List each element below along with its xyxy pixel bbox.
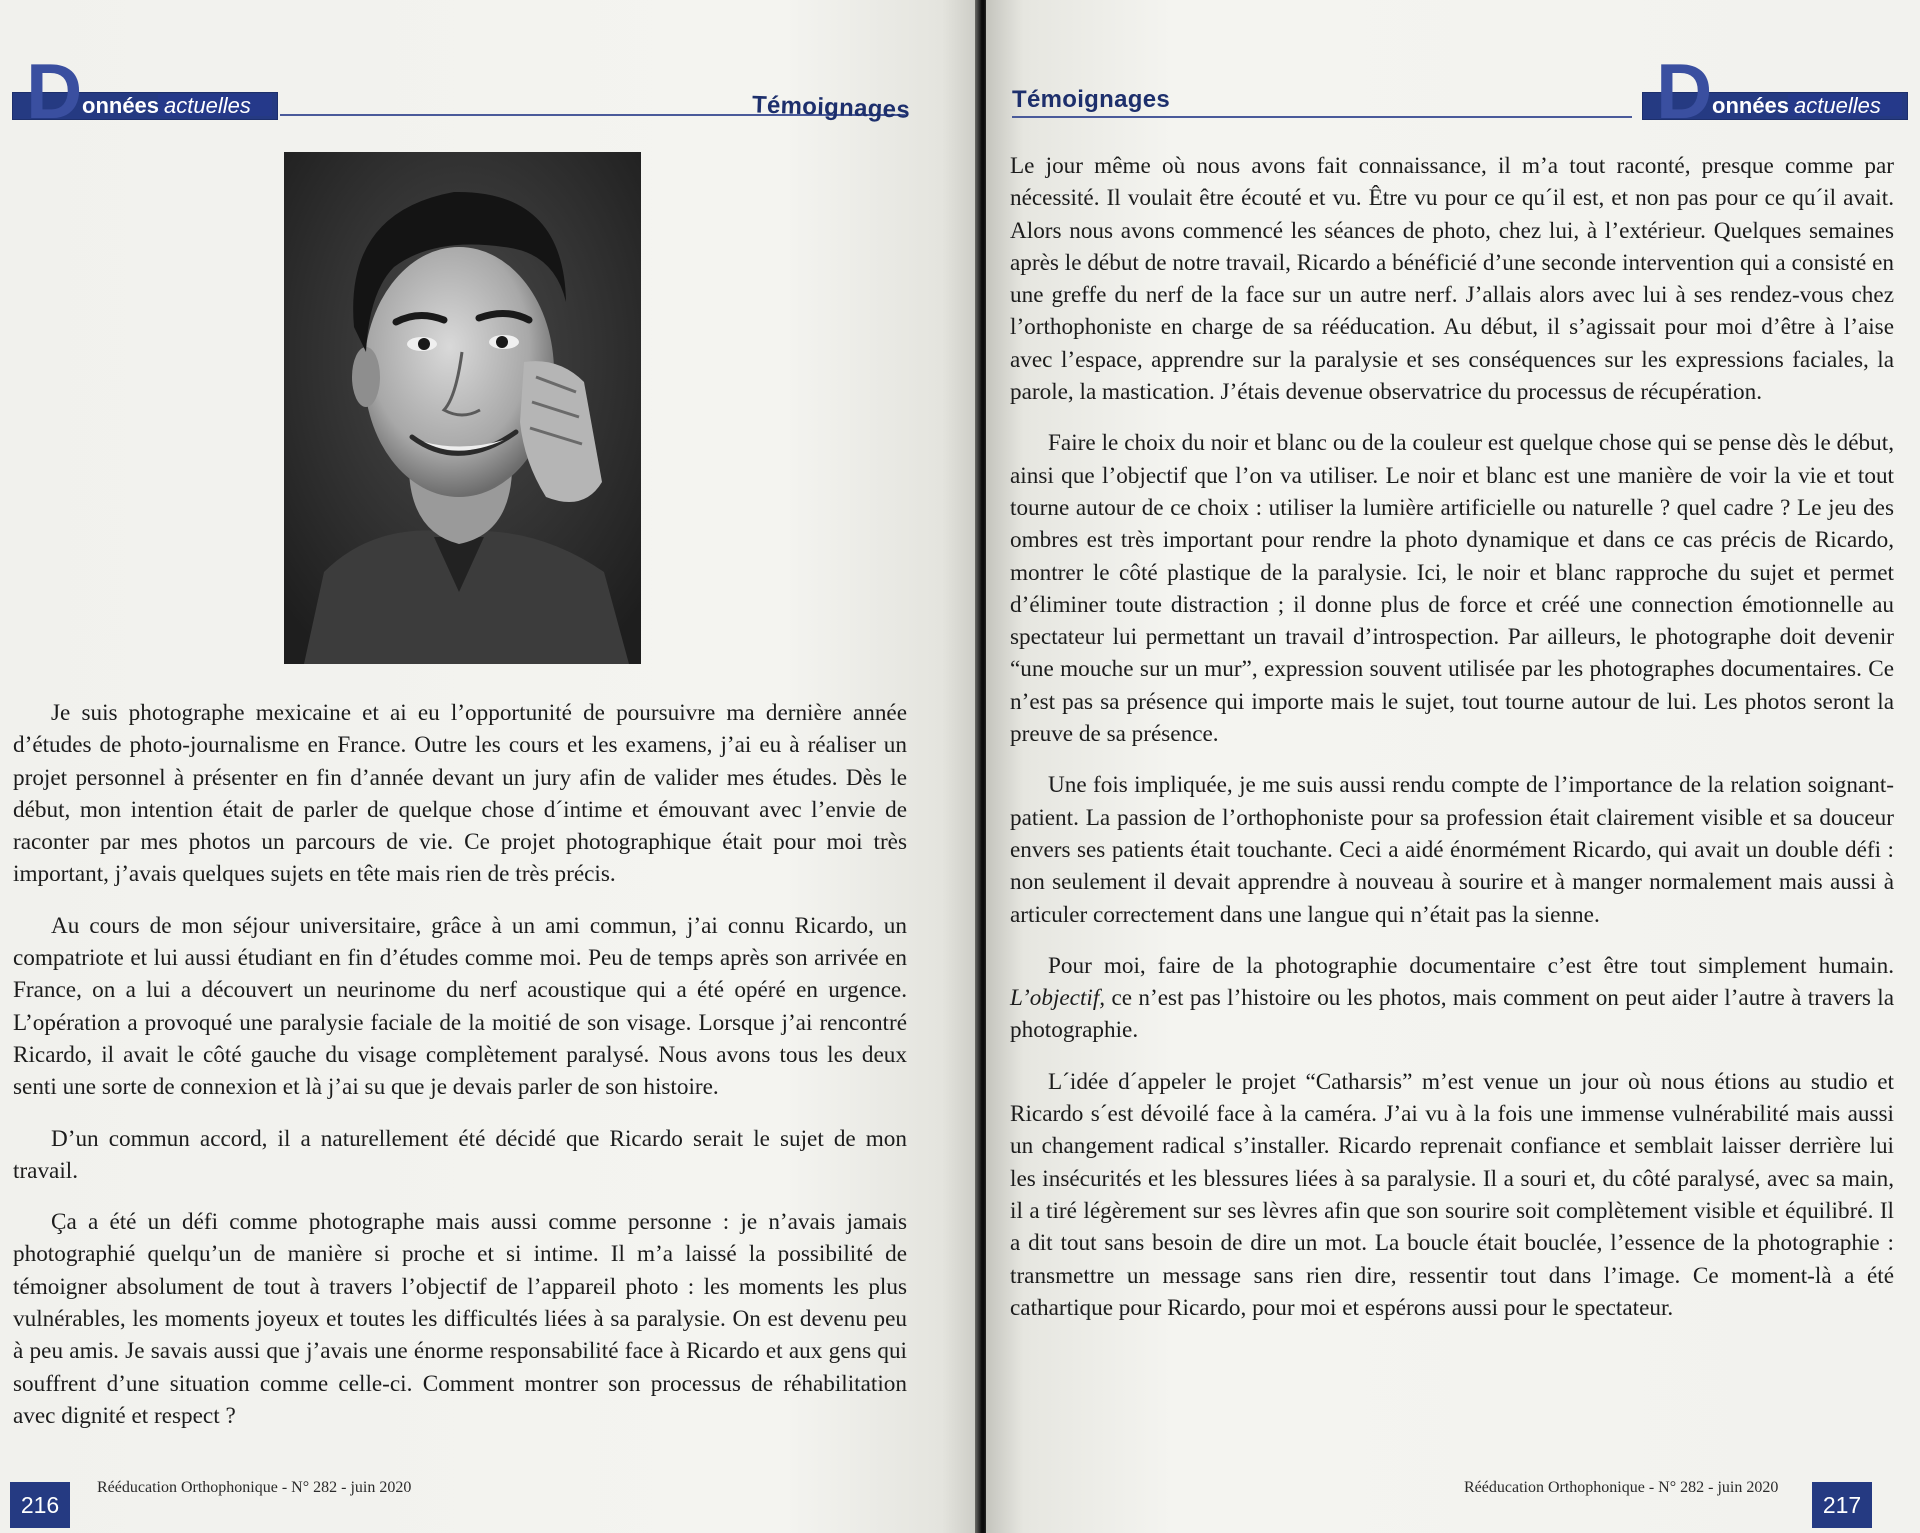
paragraph: Ça a été un défi comme photographe mais aussi comme personne : je n’avais jamais photographié quelqu’un de manière si proche et si intime. Il m’a laissé la possibilité de témoigner absolument de tout à travers l’objectif de l’appareil photo : les moments les plus vulnérables, les moments joyeux et toutes les difficultés liées à sa paralysie. On est devenu peu à peu amis. Je savais aussi que j’avais une énorme responsabilité face à Ricardo et aux gens qui souffrent d’une situation comme celle-ci. Comment montrer son processus de réhabilitation avec dignité et respect ? bbox=[13, 1209, 907, 1429]
portrait-illustration bbox=[284, 152, 641, 664]
paragraph: Au cours de mon séjour universitaire, grâce à un ami commun, j’ai connu Ricardo, un compatriote et lui aussi étudiant en fin d’études comme moi. Peu de temps après son arrivée en France, on a lui a découvert un neurinome du nerf acoustique qui a été opéré en urgence. L’opération a provoqué une paralysie faciale de la moitié de son visage. Lorsque j’ai rencontré Ricardo, il avait le côté gauche du visage complètement paralysé. Nous avons tous les deux senti une sorte de connexion et là j’ai su que je devais parler de son histoire. bbox=[13, 912, 907, 1101]
page-number: 217 bbox=[1812, 1482, 1872, 1528]
logo-word-donnees: onnées bbox=[1712, 93, 1790, 118]
italic-term: L’objectif, bbox=[1010, 985, 1106, 1012]
logo-initial: D bbox=[26, 47, 83, 135]
right-body-text bbox=[1010, 150, 1894, 1343]
section-title: Témoignages bbox=[751, 91, 911, 124]
paragraph: Une fois impliquée, je me suis aussi rendu compte de l’importance de la relation soignant-patient. La passion de l’orthophoniste pour sa profession était clairement visible et sa douceur envers ses patients était touchante. Ceci a aidé énormément Ricardo, qui avait un double défi : non seulement il devait apprendre à nouveau à sourire et à manger normalement mais aussi à articuler correctement dans une langue qui n’était pas la sienne. bbox=[1010, 772, 1894, 928]
paragraph: Le jour même où nous avons fait connaissance, il m’a tout raconté, presque comme par nécessité. Il voulait être écouté et vu. Être vu pour ce qu´il est, et non pas pour ce qu´il avait. Alors nous avons commencé les séances de photo, chez lui, à l’extérieur. Quelques semaines après le début de notre travail, Ricardo a bénéficié d’une seconde intervention qui a consisté en une greffe du nerf de la face sur un autre nerf. J’allais alors avec lui à ses rendez-vous chez l’orthophoniste en charge de sa rééducation. Au début, il s’agissait pour moi d’être à l’aise avec l’espace, apprendre sur la paralysie et ses conséquences sur les expressions faciales, la parole, la mastication. J’étais devenue observatrice du processus de récupération. bbox=[1010, 153, 1894, 406]
journal-footer: Rééducation Orthophonique - N° 282 - juin 2020 bbox=[97, 1479, 412, 1496]
paragraph-text: Pour moi, faire de la photographie documentaire c’est être tout simplement humain. bbox=[1048, 952, 1894, 979]
logo-initial: D bbox=[1656, 47, 1713, 135]
logo-word-donnees: onnées bbox=[82, 93, 160, 118]
portrait-photo bbox=[284, 152, 641, 664]
page-number: 216 bbox=[10, 1482, 70, 1528]
logo-word-actuelles: actuelles bbox=[164, 93, 251, 118]
paragraph: D’un commun accord, il a naturellement été décidé que Ricardo serait le sujet de mon travail. bbox=[13, 1125, 907, 1184]
left-body-text bbox=[13, 697, 907, 1451]
right-page bbox=[986, 0, 1920, 1533]
section-title: Témoignages bbox=[1012, 86, 1170, 113]
paragraph: Faire le choix du noir et blanc ou de la couleur est quelque chose qui se pense dès le début, ainsi que l’objectif que l’on va utiliser. Le noir et blanc est une manière de voir la vie et tout tourne autour de ce choix : utiliser la lumière artificielle ou naturelle ? quel cadre ? Le jeu des ombres est très important pour rendre la photo dynamique et dans ce cas précis de Ricardo, montrer le côté plastique de la paralysie. Ici, le noir et blanc rapproche du sujet et permet d’éliminer toute distraction ; il donne plus de force et créé une connection émotionnelle au spectateur lui permettant un travail d’introspection. Par ailleurs, le photographe doit devenir “une mouche sur un mur”, expression souvent utilisée par les photographes documentaires. Ce n’est pas sa présence qui importe mais le sujet, tout tourne autour de lui. Les photos seront la preuve de sa présence. bbox=[1010, 430, 1894, 748]
paragraph: L´idée d´appeler le projet “Catharsis” m’est venue un jour où nous étions au studio et Ricardo s´est dévoilé face à la caméra. J’ai vu à la fois une immense vulnérabilité mais aussi un changement radical s’installer. Ricardo reprenait confiance et semblait laisser derrière lui les insécurités et les blessures liées à sa paralysie. Il a souri et, du côté paralysé, avec sa main, il a tiré légèrement sur ses lèvres afin que son sourire soit complètement visible et équilibré. Il a dit tout sans besoin de dire un mot. La boucle était bouclée, l’essence de la photographie : transmettre un message sans rien dire, ressentir tout dans l’image. Ce moment-là a été cathartique pour Ricardo, pour moi et espérons aussi pour le spectateur. bbox=[1010, 1068, 1894, 1321]
journal-logo bbox=[1642, 47, 1912, 135]
paragraph: Je suis photographe mexicaine et ai eu l’opportunité de poursuivre ma dernière année d’études de photo-journalisme en France. Outre les cours et les examens, j’ai eu à réaliser un projet personnel à présenter en fin d’année devant un jury afin de valider mes études. Dès le début, mon intention était de parler de quelque chose d´intime et émouvant avec l’envie de raconter par mes photos un parcours de vie. Ce projet photographique était pour moi très important, j’avais quelques sujets en tête mais rien de très précis. bbox=[13, 700, 907, 888]
paragraph bbox=[1010, 950, 1894, 1047]
paragraph-text: ce n’est pas l’histoire ou les photos, mais comment on peut aider l’autre à travers la photographie. bbox=[1010, 985, 1894, 1044]
journal-footer: Rééducation Orthophonique - N° 282 - juin 2020 bbox=[1464, 1479, 1779, 1496]
journal-logo bbox=[12, 47, 282, 135]
header-rule bbox=[1012, 116, 1632, 118]
logo-word-actuelles: actuelles bbox=[1794, 93, 1881, 118]
